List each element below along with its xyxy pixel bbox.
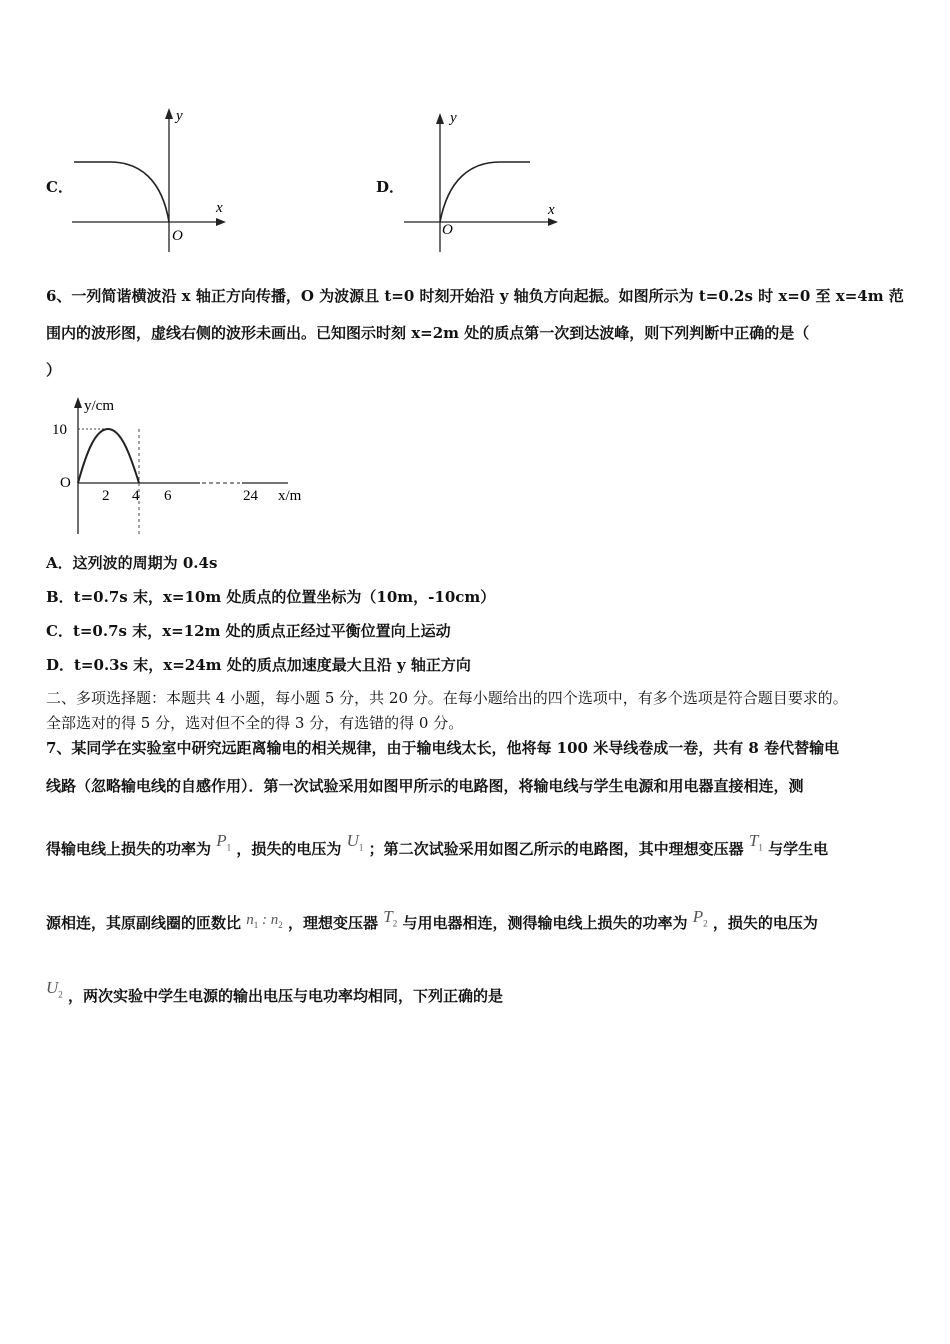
q7-text-line5	[46, 978, 504, 1013]
q6-x-tick-6: 6	[164, 488, 172, 504]
q6-wave-graph	[40, 392, 320, 542]
section2-line2: 全部选对的得 5 分，选对但不全的得 3 分，有选错的得 0 分。	[46, 714, 464, 732]
symbol-t2: $T_2$	[383, 907, 398, 929]
q6-y-tick-10: 10	[52, 422, 67, 438]
q7-line3-part-a: 得输电线上损失的功率为	[46, 840, 212, 858]
q6-option-b: B．t=0.7s 末，x=10m 处质点的位置坐标为（10m，-10cm）	[46, 588, 496, 606]
section2-line1: 二、多项选择题：本题共 4 小题，每小题 5 分，共 20 分。在每小题给出的四个选项中，有多个选项是符合题目要求的。	[46, 689, 848, 707]
figure-c-graph	[70, 100, 240, 260]
q6-text-line2: 围内的波形图，虚线右侧的波形未画出。已知图示时刻 x=2m 处的质点第一次到达波峰，则下列判断中正确的是（	[46, 324, 810, 342]
q7-line3-part-d: 与学生电	[768, 840, 829, 858]
q6-option-d: D．t=0.3s 末，x=24m 处的质点加速度最大且沿 y 轴正方向	[46, 656, 471, 674]
figure-d-graph	[400, 100, 570, 260]
q6-x-tick-2: 2	[102, 488, 110, 504]
q6-x-label: x/m	[278, 488, 302, 504]
figure-d-y-label: y	[450, 110, 457, 126]
q7-text-line4	[46, 907, 818, 940]
q7-line5-text: ，两次实验中学生电源的输出电压与电功率均相同，下列正确的是	[68, 987, 504, 1005]
q6-origin: O	[60, 475, 71, 491]
symbol-u2: $U_2$	[46, 978, 63, 1000]
figure-d-label: D．	[376, 178, 405, 196]
symbol-u1: $U_1$	[346, 831, 364, 853]
q6-x-tick-4: 4	[132, 488, 140, 504]
q6-option-c: C．t=0.7s 末，x=12m 处的质点正经过平衡位置向上运动	[46, 622, 451, 640]
q6-text-line3: ）	[46, 361, 62, 379]
q6-y-label: y/cm	[84, 398, 114, 414]
q7-line4-part-d: ，损失的电压为	[712, 914, 818, 932]
figure-c-y-label: y	[176, 108, 183, 124]
symbol-t1: $T_1$	[748, 831, 763, 853]
q7-line4-part-b: ，理想变压器	[287, 914, 378, 932]
figure-d-origin: O	[442, 222, 453, 238]
q6-x-tick-24: 24	[243, 488, 258, 504]
q6-option-a: A．这列波的周期为 0.4s	[46, 554, 218, 572]
q7-line3-part-b: ，损失的电压为	[236, 840, 342, 858]
figure-d-x-label: x	[548, 202, 555, 218]
figure-c-x-label: x	[216, 200, 223, 216]
q7-text-line3	[46, 831, 829, 866]
q7-text-line1: 7、某同学在实验室中研究远距离输电的相关规律，由于输电线太长，他将每 100 米导线卷成一卷，共有 8 卷代替输电	[46, 739, 840, 757]
q7-line3-part-c: ；第二次试验采用如图乙所示的电路图，其中理想变压器	[368, 840, 744, 858]
q7-line4-part-a: 源相连，其原副线圈的匝数比	[46, 914, 242, 932]
symbol-p2: $P_2$	[692, 907, 708, 929]
q6-text-line1: 6、一列简谐横波沿 x 轴正方向传播，O 为波源且 t=0 时刻开始沿 y 轴负方向起振。如图所示为 t=0.2s 时 x=0 至 x=4m 范	[46, 287, 904, 305]
q7-text-line2: 线路（忽略输电线的自感作用）．第一次试验采用如图甲所示的电路图，将输电线与学生电源和用电器直接相连，测	[46, 777, 804, 795]
symbol-p1: $P_1$	[216, 831, 232, 853]
symbol-n1-n2: $n_1$ : $n_2$	[246, 912, 283, 930]
figure-c-label: C．	[46, 178, 73, 196]
q7-line4-part-c: 与用电器相连，测得输电线上损失的功率为	[402, 914, 688, 932]
figure-c-origin: O	[172, 228, 183, 244]
